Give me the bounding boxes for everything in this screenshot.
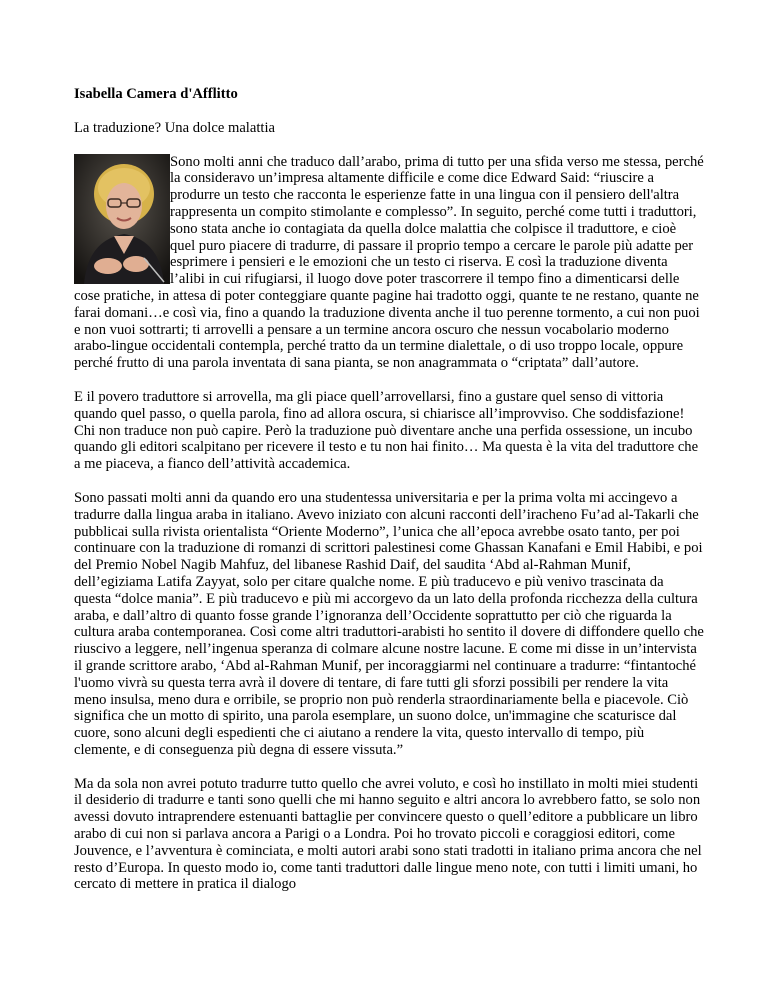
paragraph-4: Ma da sola non avrei potuto tradurre tutto quello che avrei voluto, e così ho instillato in molti miei studenti il desiderio di tradurre e tanti sono quelli che mi hanno seguito e altri ancora lo avrebbero fatto, se solo non avessi dovuto intraprendere estenuanti battaglie per convincere questo o quell’editore a pubblicare un libro arabo di cui non si parlava ancora a Parigi o a Londra. Poi ho trovato piccoli e coraggiosi editori, come Jouvence, e l’avventura è cominciata, e molti autori arabi sono stati tradotti in italiano prima ancora che nel resto d’Europa. In questo modo io, come tanti traduttori dalle lingue meno note, con tutti i limiti umani, ho cercato di mettere in pratica il dialogo	[74, 775, 702, 893]
paragraph-3: Sono passati molti anni da quando ero una studentessa universitaria e per la prima volta mi accingevo a tradurre dalla lingua araba in italiano. Avevo iniziato con alcuni racconti dell’iracheno Fu’ad al-Takarli che pubblicai sulla rivista orientalista “Oriente Moderno”, l’unica che all’epoca avrebbe osato tanto, per poi continuare con la traduzione di romanzi di scrittori palestinesi come Ghassan Kanafani e Emil Habibi, e poi del Premio Nobel Nagib Mahfuz, del libanese Rashid Daif, del saudita ‘Abd al-Rahman Munif, dell’egiziama Latifa Zayyat, solo per citare qualche nome. E più traducevo e più venivo trascinata da questa “dolce mania”. E più traducevo e più mi accorgevo da un lato della profonda ricchezza della cultura araba, e dall’altro di quanto fosse grande l’ignoranza dell’Occidente soprattutto per ciò che riguarda la cultura araba contemporanea. Così come altri traduttori-arabisti ho sentito il dovere di diffondere quello che riuscivo a leggere, nell’ingenua speranza di colmare alcune nostre lacune. E come mi disse in un’intervista il grande scrittore arabo, ‘Abd al-Rahman Munif, per incoraggiarmi nel continuare a tradurre: “fintantoché l'uomo vivrà su questa terra avrà il dovere di tentare, di fare tutti gli sforzi possibili per rendere la vita meno insulsa, meno dura e orribile, se proprio non può renderla straordinariamente bella e piacevole. Ciò significa che un motto di spirito, una parola esemplare, un suono dolce, un'immagine che scaturisce dal cuore, sono alcuni degli espedienti che ci aiutano a rendere la vita, questo intervallo di tempo, più clemente, e di conseguenza più degna di essere vissuta.”	[74, 489, 704, 758]
paragraph-1: Sono molti anni che traduco dall’arabo, prima di tutto per una sfida verso me stessa, perché la consideravo un’impresa altamente difficile e come dice Edward Said: “riuscire a produrre un testo che racconta le esperienze fatte in una lingua con il pensiero dell'altra rappresenta un compito stimolante e complesso”. In seguito, perché come tutti i traduttori, sono stata anche io contagiata da quella dolce malattia che colpisce il traduttore, e cioè quel puro piacere di tradurre, di passare il proprio tempo a cercare le parole più adatte per esprimere i pensieri e le emozioni che un testo ci riserva. E così la traduzione diventa l’alibi in cui rifugiarsi, il luogo dove poter trascorrere il tempo fino a dimenticarsi delle cose pratiche, in attesa di poter conteggiare quante pagine hai tradotto oggi, quante te ne restano, quante ne farai domani…e così via, fino a quando la traduzione diventa anche il tuo perenne tormento, a cui non puoi e non vuoi sottrarti; ti arrovelli a pensare a un termine ancora oscuro che nessun vocabolario moderno arabo-lingue occidentali contempla, perché tratto da un termine dialettale, o di uso troppo locale, oppure perché frutto di una parola inventata di sana pianta, se non anagrammata o “criptata” dall’autore.	[74, 153, 704, 372]
author-name: Isabella Camera d'Afflitto	[74, 86, 238, 102]
document-body	[74, 86, 704, 910]
author-photo-image	[74, 154, 170, 284]
paragraph-2: E il povero traduttore si arrovella, ma gli piace quell’arrovellarsi, fino a gustare quel senso di vittoria quando quel passo, o quella parola, fino ad allora oscura, si chiarisce all’improvviso. Che soddisfazione! Chi non traduce non può capire. Però la traduzione può diventare anche una perfida ossessione, un incubo quando gli editori scalpitano per ricevere il testo e tu non hai finito… Ma questa è la vita del traduttore che a me piaceva, a fianco dell’attività accademica.	[74, 388, 699, 473]
author-photo	[74, 154, 170, 284]
article-title: La traduzione? Una dolce malattia	[74, 119, 275, 136]
